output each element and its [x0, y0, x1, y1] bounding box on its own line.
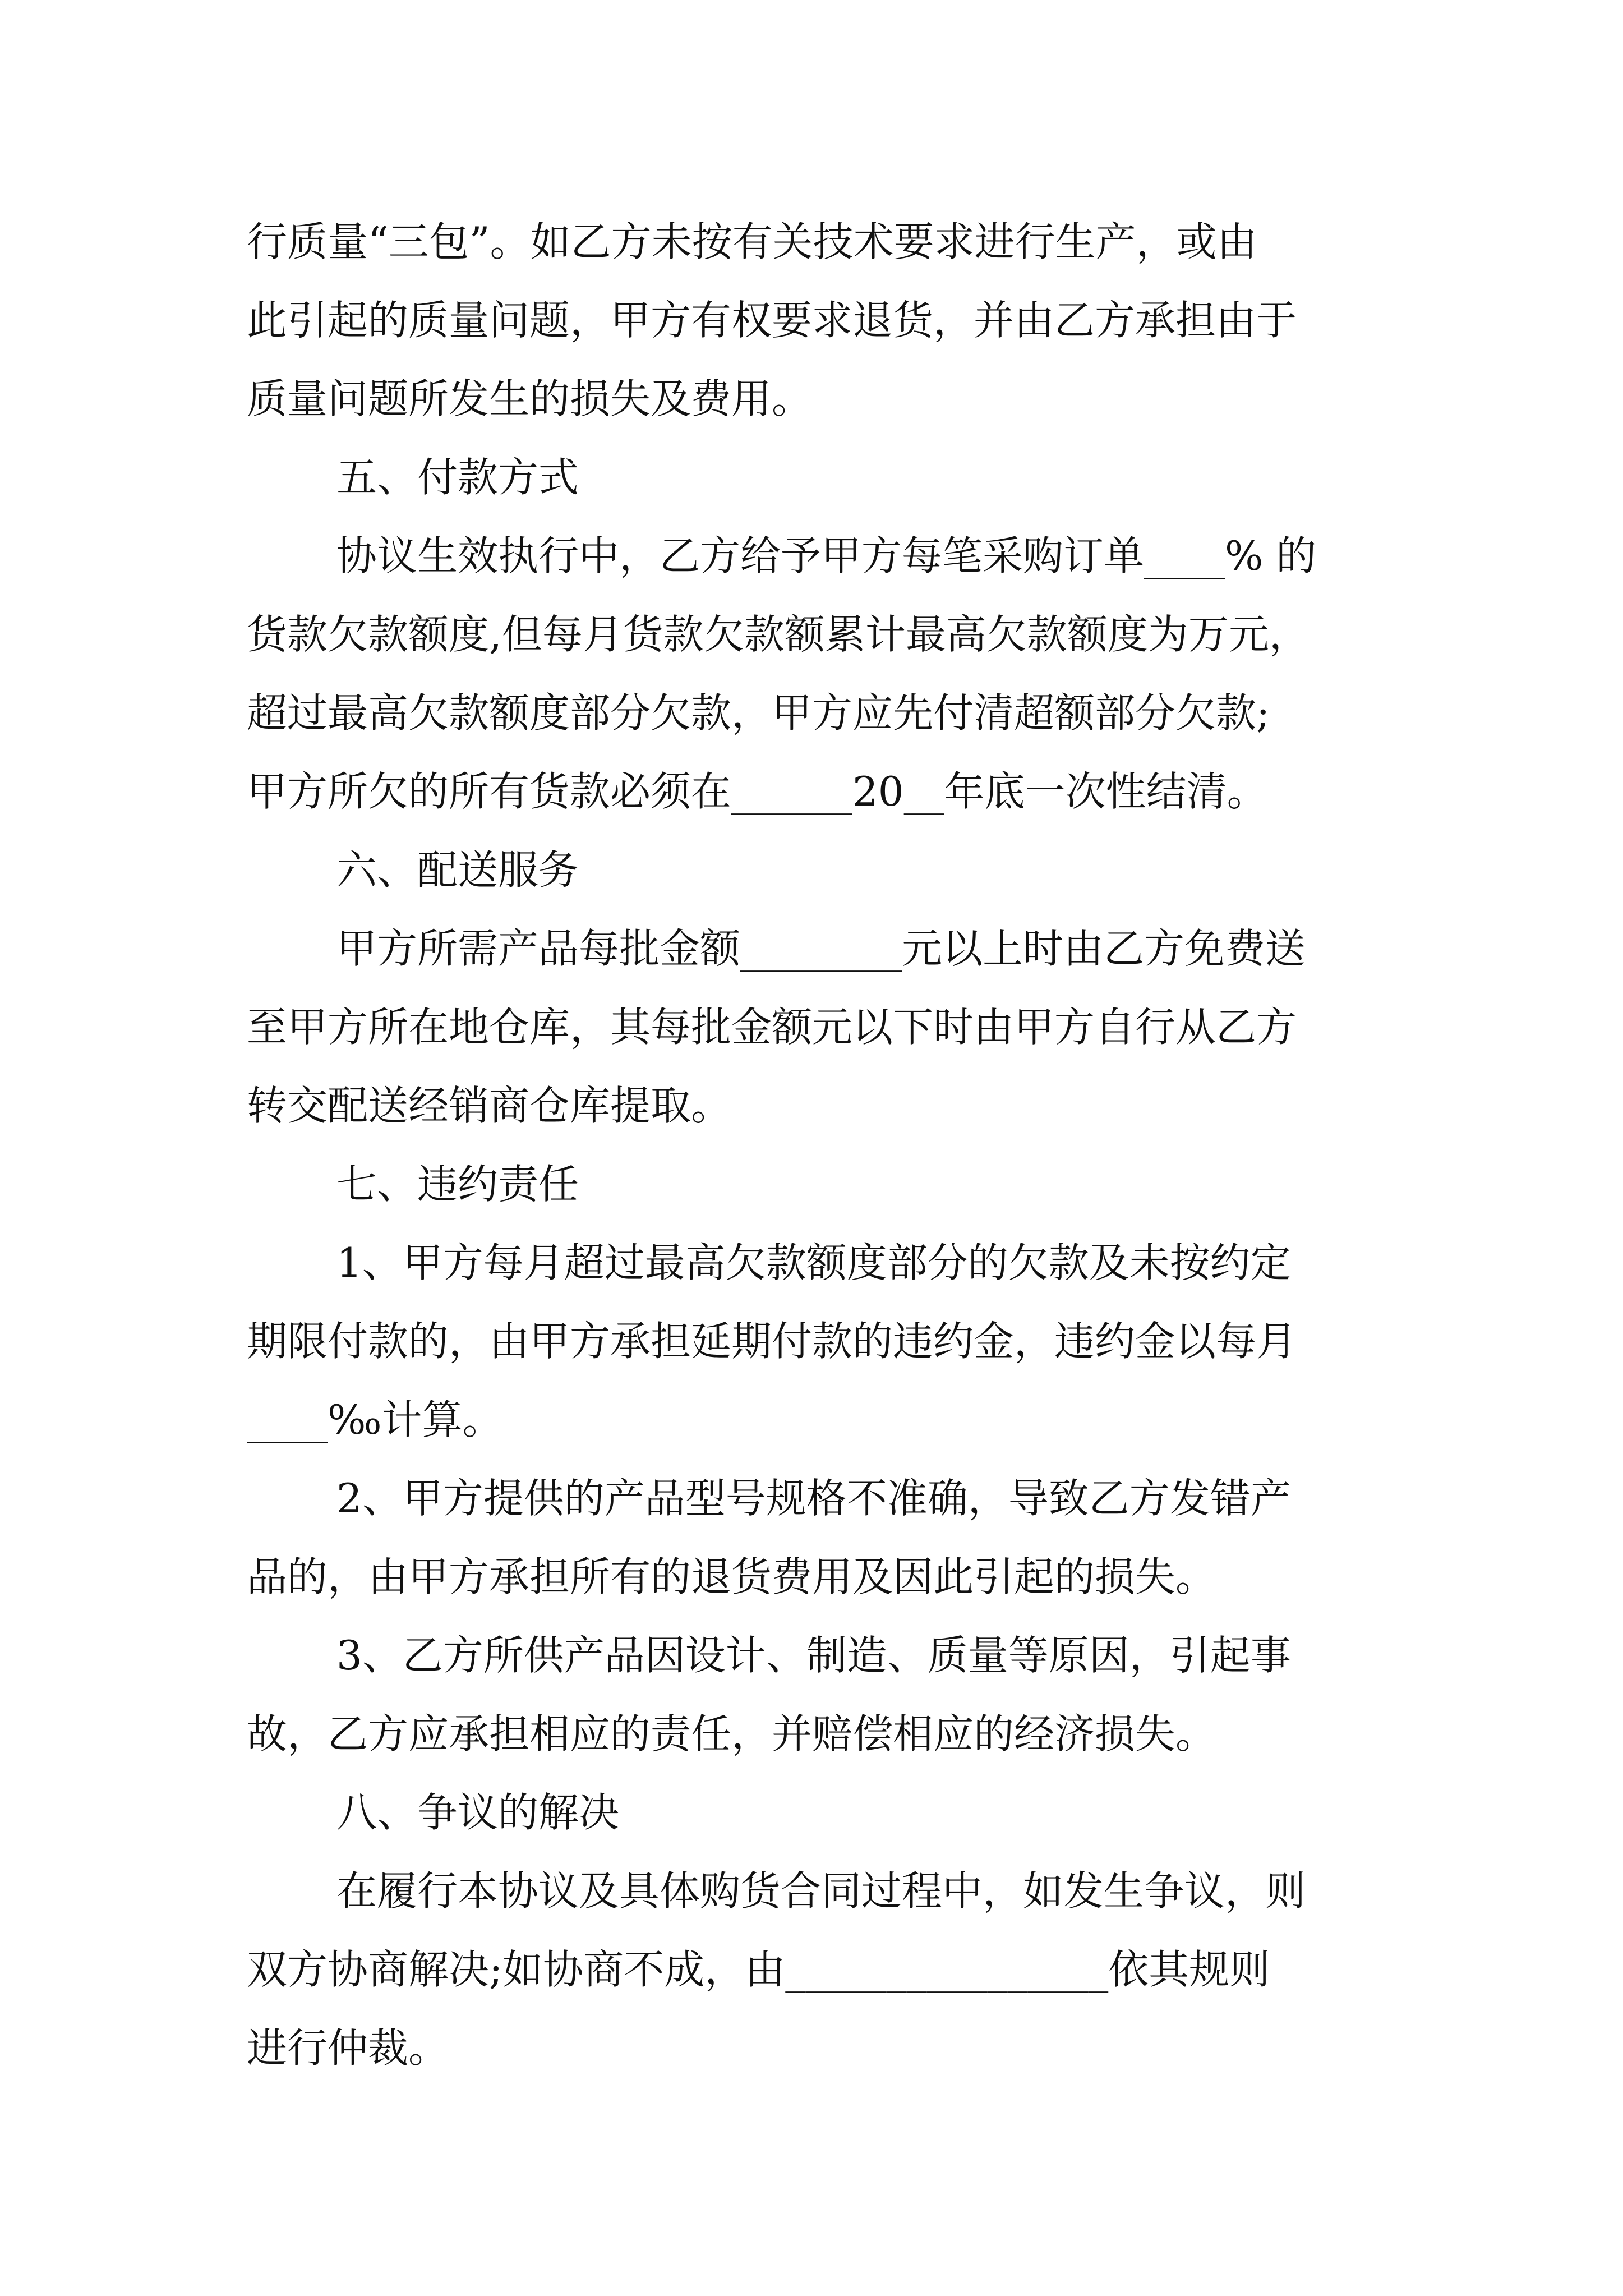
text-line: 双方协商解决;如协商不成，由________________依其规则 — [247, 1946, 1270, 1993]
text-line: 至甲方所在地仓库，其每批金额元以下时由甲方自行从乙方 — [247, 1004, 1297, 1051]
text-line: 甲方所需产品每批金额________元以上时由乙方免费送 — [336, 925, 1306, 972]
text-line: 协议生效执行中，乙方给予甲方每笔采购订单____% 的 — [336, 532, 1317, 579]
text-line: 故，乙方应承担相应的责任，并赔偿相应的经济损失。 — [247, 1710, 1216, 1757]
text-line: 3、乙方所供产品因设计、制造、质量等原因，引起事 — [336, 1632, 1291, 1679]
text-line: 2、甲方提供的产品型号规格不准确，导致乙方发错产 — [336, 1475, 1291, 1522]
text-line: 1、甲方每月超过最高欠款额度部分的欠款及未按约定 — [336, 1239, 1291, 1286]
text-line: 甲方所欠的所有货款必须在______20__年底一次性结清。 — [247, 768, 1267, 815]
section-heading: 六、配送服务 — [336, 846, 579, 894]
text-line: 期限付款的，由甲方承担延期付款的违约金，违约金以每月 — [247, 1318, 1297, 1365]
section-heading: 五、付款方式 — [336, 454, 579, 501]
text-line: 行质量“三包”。如乙方未按有关技术要求进行生产，或由 — [247, 218, 1257, 265]
text-line: 此引起的质量问题，甲方有权要求退货，并由乙方承担由于 — [247, 297, 1297, 344]
text-line: 质量问题所发生的损失及费用。 — [247, 375, 813, 422]
text-line: 超过最高欠款额度部分欠款，甲方应先付清超额部分欠款; — [247, 689, 1270, 737]
text-line: ____‰计算。 — [247, 1396, 503, 1443]
text-line: 进行仲裁。 — [247, 2024, 449, 2072]
text-line: 货款欠款额度,但每月货款欠款额累计最高欠款额度为万元， — [247, 611, 1310, 658]
section-heading: 八、争议的解决 — [336, 1789, 620, 1836]
text-line: 品的，由甲方承担所有的退货费用及因此引起的损失。 — [247, 1553, 1216, 1600]
text-line: 转交配送经销商仓库提取。 — [247, 1082, 732, 1129]
section-heading: 七、违约责任 — [336, 1161, 579, 1208]
text-line: 在履行本协议及具体购货合同过程中，如发生争议，则 — [336, 1867, 1306, 1915]
